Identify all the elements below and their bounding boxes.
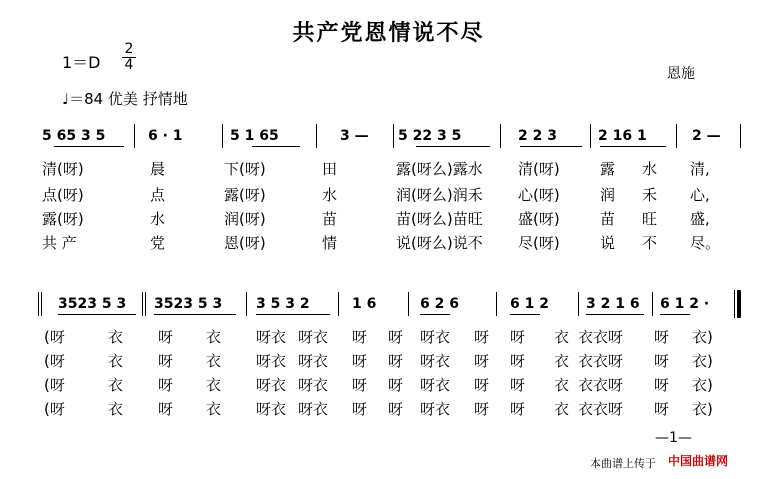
lyric: 恩(呀) (224, 234, 266, 252)
lyric: 衣) (692, 400, 713, 418)
barline (578, 292, 579, 316)
lyric: 说(呀么)说不 (396, 234, 483, 252)
lyric: 呀 (388, 400, 404, 418)
beam-underline (660, 314, 690, 315)
lyric: 呀衣 (298, 376, 329, 394)
lyric: 呀衣 (256, 400, 287, 418)
lyric: 呀衣 (298, 328, 329, 346)
lyric: 苗 (600, 210, 616, 228)
page-number: —1— (655, 430, 692, 446)
lyric: 清(呀) (42, 160, 84, 178)
lyric: 苗(呀么)苗旺 (396, 210, 483, 228)
lyric: (呀 (44, 352, 65, 370)
lyric: 衣 (206, 328, 222, 346)
measure: 2 16 1 (598, 128, 647, 144)
lyric: 呀 (654, 328, 670, 346)
lyric: 苗 (322, 210, 338, 228)
barline (676, 124, 677, 148)
region-label: 恩施 (667, 66, 695, 82)
lyric: 呀 (158, 400, 174, 418)
lyric: 呀 (510, 376, 526, 394)
lyric: 衣 (554, 400, 570, 418)
barline (652, 292, 653, 316)
barline (393, 124, 394, 148)
barline (222, 124, 223, 148)
lyric: 盛(呀) (518, 210, 560, 228)
time-signature-bottom: 4 (122, 57, 136, 73)
lyric: 衣 (108, 352, 124, 370)
lyric: 衣衣呀 (578, 352, 624, 370)
lyric: 呀 (352, 376, 368, 394)
measure: 5 22 3 5 (398, 128, 462, 144)
lyric: 呀衣 (298, 400, 329, 418)
lyric: 润(呀) (224, 210, 266, 228)
lyric: 呀 (352, 352, 368, 370)
lyric: 呀 (388, 328, 404, 346)
measure: 2 — (692, 128, 721, 144)
lyric: 呀 (474, 376, 490, 394)
lyric: 水 (150, 210, 166, 228)
measure: 3523 5 3 (58, 296, 127, 312)
lyric: 水 (322, 186, 338, 204)
lyric: 呀 (510, 352, 526, 370)
lyric: 衣 (554, 328, 570, 346)
barline (38, 292, 39, 316)
lyric: 呀衣 (256, 376, 287, 394)
lyric: 衣 (108, 328, 124, 346)
lyric: 露(呀) (224, 186, 266, 204)
time-signature (122, 42, 136, 73)
lyric: 呀 (510, 400, 526, 418)
lyric: (呀 (44, 328, 65, 346)
lyric: 水 (642, 160, 658, 178)
lyric: 呀 (654, 376, 670, 394)
lyric: 点(呀) (42, 186, 84, 204)
lyric: 呀 (388, 352, 404, 370)
lyric: 旺 (642, 210, 658, 228)
lyric: 呀 (158, 328, 174, 346)
measure: 6 1 2 · (660, 296, 710, 312)
barline (500, 124, 501, 148)
lyric: 呀 (158, 352, 174, 370)
barline (134, 124, 135, 148)
lyric: 衣 (554, 352, 570, 370)
lyric: 呀衣 (420, 328, 451, 346)
lyric: 呀 (352, 328, 368, 346)
barline (246, 292, 247, 316)
lyric: 点 (150, 186, 166, 204)
lyric: 呀衣 (420, 376, 451, 394)
lyric: 呀 (352, 400, 368, 418)
measure: 2 2 3 (518, 128, 557, 144)
lyric: 衣 (206, 376, 222, 394)
song-title: 共产党恩情说不尽 (292, 21, 485, 46)
lyric: 呀 (474, 400, 490, 418)
barline (590, 124, 591, 148)
lyric: 露(呀么)露水 (396, 160, 483, 178)
lyric: 呀衣 (420, 400, 451, 418)
lyric: 呀 (654, 352, 670, 370)
lyric: 润 (600, 186, 616, 204)
barline (316, 124, 317, 148)
barline (734, 290, 735, 318)
lyric: 呀 (654, 400, 670, 418)
measure: 6 1 2 (510, 296, 549, 312)
lyric: 呀 (474, 328, 490, 346)
barline (338, 292, 339, 316)
site-logo[interactable]: 中国曲谱网 (668, 454, 729, 468)
lyric: 不 (642, 234, 658, 252)
final-barline (737, 290, 741, 318)
lyric: 衣衣呀 (578, 376, 624, 394)
barline (142, 292, 143, 316)
lyric: 露(呀) (42, 210, 84, 228)
beam-underline (586, 314, 644, 315)
lyric: 心, (690, 186, 710, 204)
lyric: 禾 (642, 186, 658, 204)
lyric: 衣) (692, 376, 713, 394)
beam-underline (252, 146, 300, 147)
lyric: 党 (150, 234, 166, 252)
lyric: 盛, (690, 210, 710, 228)
barline (496, 292, 497, 316)
lyric: 呀 (474, 352, 490, 370)
lyric: 衣 (554, 376, 570, 394)
source-note: 本曲谱上传于 (590, 457, 656, 470)
lyric: 呀衣 (420, 352, 451, 370)
lyric: 尽(呀) (518, 234, 560, 252)
measure: 6 2 6 (420, 296, 459, 312)
lyric: 呀 (158, 376, 174, 394)
lyric: 呀衣 (256, 352, 287, 370)
measure: 1 6 (352, 296, 377, 312)
lyric: 情 (322, 234, 338, 252)
measure: 3 — (340, 128, 369, 144)
lyric: 衣衣呀 (578, 328, 624, 346)
measure: 6 · 1 (148, 128, 183, 144)
barline (740, 124, 741, 148)
lyric: 衣 (108, 376, 124, 394)
measure: 5 1 65 (230, 128, 279, 144)
beam-underline (54, 146, 124, 147)
lyric: 田 (322, 160, 338, 178)
beam-underline (510, 314, 540, 315)
tempo-marking: ♩＝84 优美 抒情地 (62, 90, 188, 108)
lyric: 共 产 (42, 234, 77, 252)
lyric: (呀 (44, 400, 65, 418)
lyric: 衣 (206, 400, 222, 418)
measure: 3523 5 3 (154, 296, 223, 312)
beam-underline (416, 146, 490, 147)
lyric: 衣 (206, 352, 222, 370)
lyric: 露 (600, 160, 616, 178)
barline (408, 292, 409, 316)
lyric: 呀 (388, 376, 404, 394)
measure: 3 5 3 2 (256, 296, 310, 312)
measure: 3 2 1 6 (586, 296, 640, 312)
lyric: 衣) (692, 352, 713, 370)
beam-underline (600, 146, 666, 147)
beam-underline (520, 146, 582, 147)
lyric: 说 (600, 234, 616, 252)
measure: 5 65 3 5 (42, 128, 106, 144)
lyric: 衣 (108, 400, 124, 418)
beam-underline (58, 314, 136, 315)
lyric: 呀 (510, 328, 526, 346)
beam-underline (154, 314, 236, 315)
lyric: 润(呀么)润禾 (396, 186, 483, 204)
lyric: 清, (690, 160, 710, 178)
lyric: 清(呀) (518, 160, 560, 178)
lyric: 晨 (150, 160, 166, 178)
lyric: 尽。 (690, 234, 721, 252)
lyric: 呀衣 (256, 328, 287, 346)
key-signature: 1＝D (62, 53, 101, 72)
time-signature-top: 2 (124, 41, 134, 57)
barline (145, 292, 146, 316)
barline (41, 292, 42, 316)
lyric: 心(呀) (518, 186, 560, 204)
beam-underline (256, 314, 330, 315)
lyric: (呀 (44, 376, 65, 394)
beam-underline (420, 314, 450, 315)
lyric: 下(呀) (224, 160, 266, 178)
lyric: 呀衣 (298, 352, 329, 370)
lyric: 衣衣呀 (578, 400, 624, 418)
lyric: 衣) (692, 328, 713, 346)
